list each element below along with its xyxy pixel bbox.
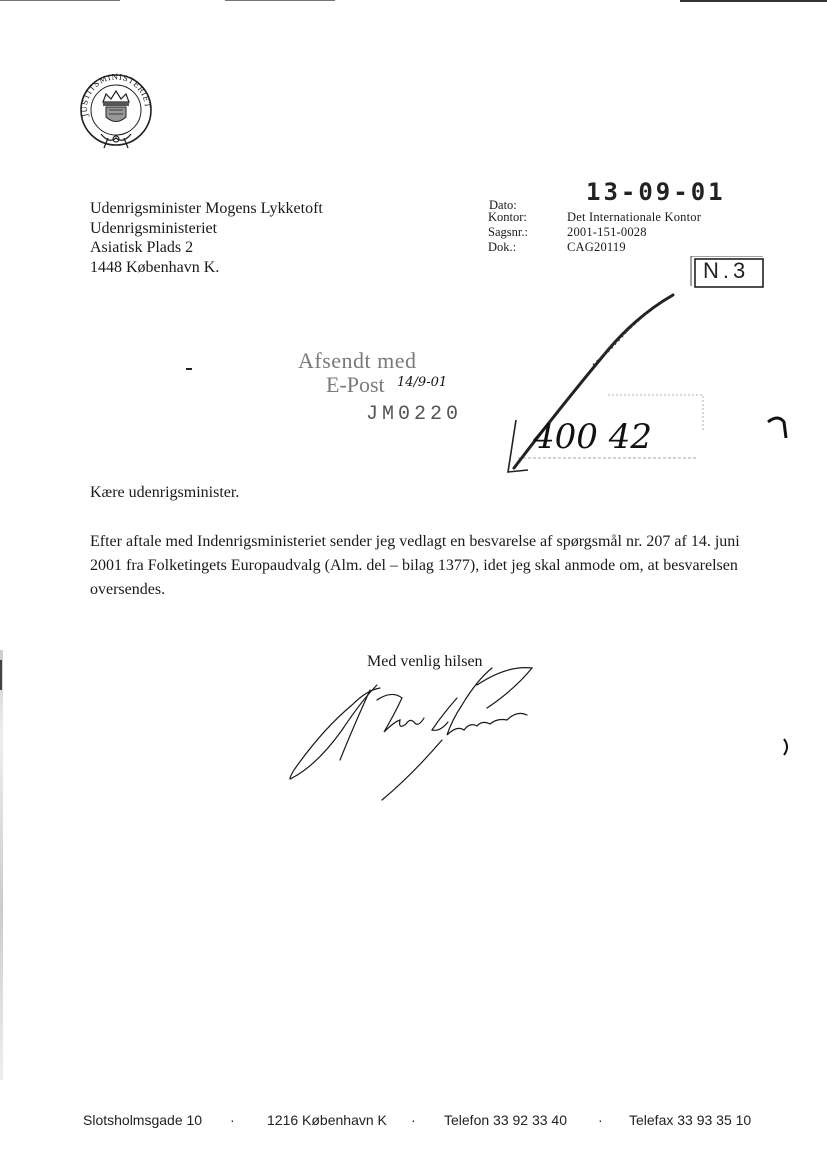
kontor-label: Kontor: <box>488 210 527 224</box>
sent-stamp-date: 14/9-01 <box>397 375 448 390</box>
stamp-box-label: N.3 <box>703 258 750 283</box>
handwritten-number: 400 42 <box>533 417 652 457</box>
closing: Med venlig hilsen <box>367 653 483 670</box>
scan-mark <box>764 412 794 442</box>
seal-text: JUSTITSMINISTERIET <box>79 72 153 118</box>
handwritten-signature <box>282 660 542 805</box>
handwritten-journal-mark <box>498 290 713 480</box>
dok-value: CAG20119 <box>567 240 626 254</box>
sagsnr-row <box>488 225 701 240</box>
kontor-value: Det Internationale Kontor <box>567 210 702 224</box>
dok-row <box>488 240 701 255</box>
recipient-street: Asiatisk Plads 2 <box>90 239 194 256</box>
dato-label: Dato: <box>489 198 517 212</box>
stray-mark <box>186 368 192 370</box>
sagsnr-label: Sagsnr.: <box>488 225 528 239</box>
sagsnr-value: 2001-151-0028 <box>567 225 647 239</box>
recipient-city: 1448 København K. <box>90 258 220 276</box>
footer-separator: · <box>411 1112 416 1128</box>
scan-mark <box>776 737 796 757</box>
footer-telefon: Telefon 33 92 33 40 <box>444 1112 567 1128</box>
kontor-row <box>488 210 701 225</box>
journal-code: JM0220 <box>366 403 463 426</box>
sent-stamp-line1: Afsendt med <box>298 348 417 373</box>
footer-telefax: Telefax 33 93 35 10 <box>629 1112 752 1128</box>
recipient-address <box>90 199 323 277</box>
recipient-organization: Udenrigsministeriet <box>90 219 218 237</box>
scan-edge-left <box>0 650 3 1080</box>
ministry-seal-logo <box>76 72 156 156</box>
reference-block <box>488 210 701 255</box>
date-stamp: 13-09-01 <box>586 178 726 206</box>
sent-stamp-line2: E-Post <box>326 372 385 397</box>
letter-body: Efter aftale med Indenrigsministeriet sender jeg vedlagt en besvarelse af spørgsmål nr. 207 af 14. juni 2001 fra Folketingets Europaudvalg (Alm. del – bilag 1377), idet jeg skal anmode om, at besvarelsen oversendes. <box>90 533 740 598</box>
dok-label: Dok.: <box>488 240 517 254</box>
scan-edge-mark <box>0 660 2 690</box>
salutation: Kære udenrigsminister. <box>90 484 240 501</box>
footer-separator: · <box>230 1112 235 1128</box>
scan-edge-top <box>0 0 827 2</box>
recipient-name: Udenrigsminister Mogens Lykketoft <box>90 200 323 217</box>
footer-address: Slotsholmsgade 10 <box>83 1112 203 1128</box>
footer-postal: 1216 København K <box>267 1112 387 1128</box>
footer-separator: · <box>598 1112 603 1128</box>
